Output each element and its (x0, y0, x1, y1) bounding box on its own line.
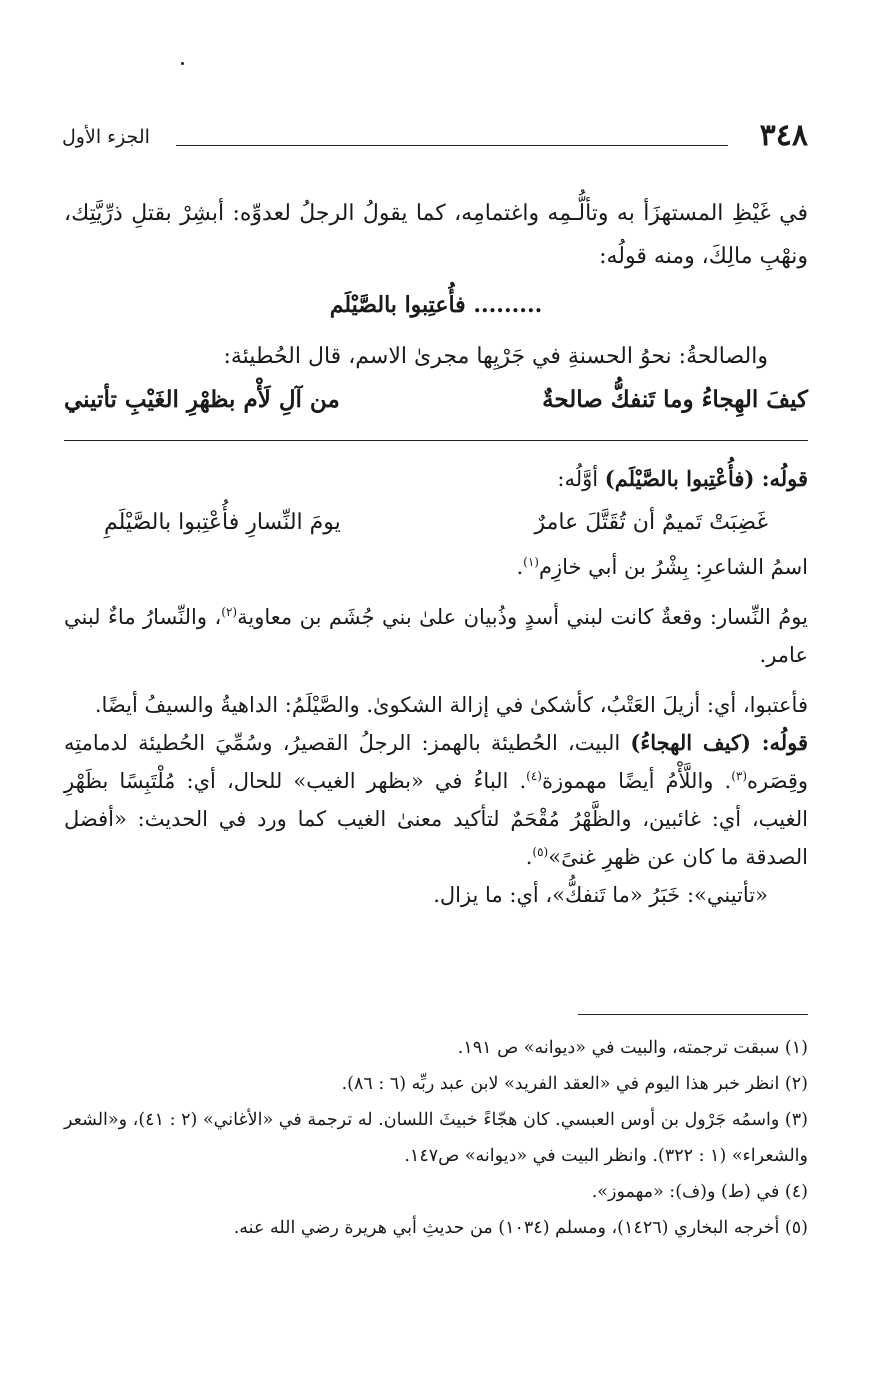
footnote-5: (٥) أخرجه البخاري (١٤٢٦)، ومسلم (١٠٣٤) من حديثِ أبي هريرة رضي الله عنه. (233, 1218, 808, 1238)
footnote-ref-4: (٤) (526, 769, 542, 783)
hutayah-text-a: البيت، الحُطيئة بالهمز: الرجلُ القصيرُ، وسُمِّيَ الحُطيئة لدمامتِه وقِصَره (64, 731, 808, 793)
nisar-text-b: ، والنِّسارُ ماءٌ لبني عامر. (64, 605, 808, 667)
footnote-ref-1: (١) (523, 555, 539, 569)
verse-second-hemistich: من آلِ لَأْم بظهْرِ الغَيْبِ تأتيني (64, 386, 340, 413)
quoted-hemistich: ......... فأُعتِبوا بالصَّيْلَم (329, 292, 543, 318)
running-head: الجزء الأول (62, 126, 150, 148)
commentary-verse-first-hemistich: غَضِبَتْ تَميمٌ أن تُقَتَّلَ عامرٌ (534, 510, 768, 535)
hutayah-text-d: . (525, 845, 533, 869)
hutayah-text-b: . واللَّأْمُ أيضًا مهموزة (541, 769, 732, 793)
commentary-line-1 (64, 460, 808, 498)
footnote-4: (٤) في (ط) و(ف): «مهموز». (591, 1182, 808, 1202)
hutayah-text-c: . الباءُ في «بظهر الغيب» للحال، أي: مُلْتَبِسًا بظَهْرِ الغيب، أي: غائبين، والظَّهْرُ مُقْحَمٌ لتأكيد معنىٰ الغيب كما ورد في الحديث: «أفضل الصدقة ما كان عن ظهرِ غنىً» (64, 769, 808, 869)
main-paragraph-2: والصالحةُ: نحوُ الحسنةِ في جَرْيِها مجرىٰ الاسم، قال الحُطيئة: (223, 344, 768, 369)
commentary-atabu: فأعتبوا، أي: أزيلَ العَتْبُ، كأشكىٰ في إزالة الشكوىٰ. والصَّيْلَمُ: الداهيةُ والسيفُ أيضًا. (94, 693, 808, 717)
commentary-text-1: أوَّلُه: (557, 467, 605, 491)
commentary-poet-name: اسمُ الشاعرِ: بِشْرُ بن أبي خازِم$^{(١)}$. (516, 555, 808, 579)
page-header (62, 118, 808, 158)
footnote-rule (578, 1014, 808, 1015)
commentary-verse-second-hemistich: يومَ النِّسارِ فأُعْتِبوا بالصَّيْلَمِ (104, 510, 341, 535)
footnote-2: (٢) انظر خبر هذا اليوم في «العقد الفريد» لابن عبد ربِّه (٦ : ٨٦). (341, 1074, 808, 1094)
commentary-hutayah (64, 724, 808, 876)
commentary (64, 460, 808, 914)
commentary-lemma-2: قولُه: (كيف الهجاءُ) (630, 730, 809, 755)
nisar-text-a: يومُ النِّسار: وقعةٌ كانت لبني أسدٍ وذُبيان علىٰ بني جُشَم بن معاوية (237, 605, 808, 629)
footnote-ref-2: (٢) (221, 605, 238, 619)
footnote-ref-5: (٥) (532, 845, 549, 859)
verse-first-hemistich: كيفَ الهِجاءُ وما تَنفكُّ صالحةٌ (542, 386, 808, 413)
commentary-lemma-1: قولُه: (فأُعْتِبوا بالصَّيْلَم) (604, 466, 808, 491)
verse-line (64, 378, 808, 421)
main-text (64, 192, 808, 421)
poet-name-text: اسمُ الشاعرِ: بِشْرُ بن أبي خازِم (538, 555, 808, 579)
text-separator-rule (64, 440, 808, 441)
footnote-ref-3: (٣) (731, 769, 748, 783)
footnotes (64, 1030, 808, 1246)
header-rule (176, 145, 728, 146)
page-number: ٣٤٨ (759, 118, 808, 153)
footnote-1: (١) سبقت ترجمته، والبيت في «ديوانه» ص ١٩١. (457, 1038, 808, 1058)
commentary-verse (64, 504, 808, 542)
commentary-tatini: «تأتيني»: خَبَرُ «ما تَنفكُّ»، أي: ما يزال. (433, 883, 768, 907)
footnote-3: (٣) واسمُه جَرْول بن أوس العبسي. كان هجّاءً خبيثَ اللسان. له ترجمة في «الأغاني» (٢ : ٤١)، و«الشعر والشعراء» (١ : ٣٢٢). وانظر البيت في «ديوانه» ص١٤٧. (64, 1110, 808, 1166)
commentary-day-of-nisar (64, 598, 808, 674)
main-paragraph-1: في غَيْظِ المستهزَأ به وتألُّـمِه واغتمامِه، كما يقولُ الرجلُ لعدوِّه: أبشِرْ بقتلِ ذرِّيَّتِك، ونهْبِ مالِكَ، ومنه قولُه: (64, 201, 808, 269)
scan-speck (181, 62, 184, 65)
